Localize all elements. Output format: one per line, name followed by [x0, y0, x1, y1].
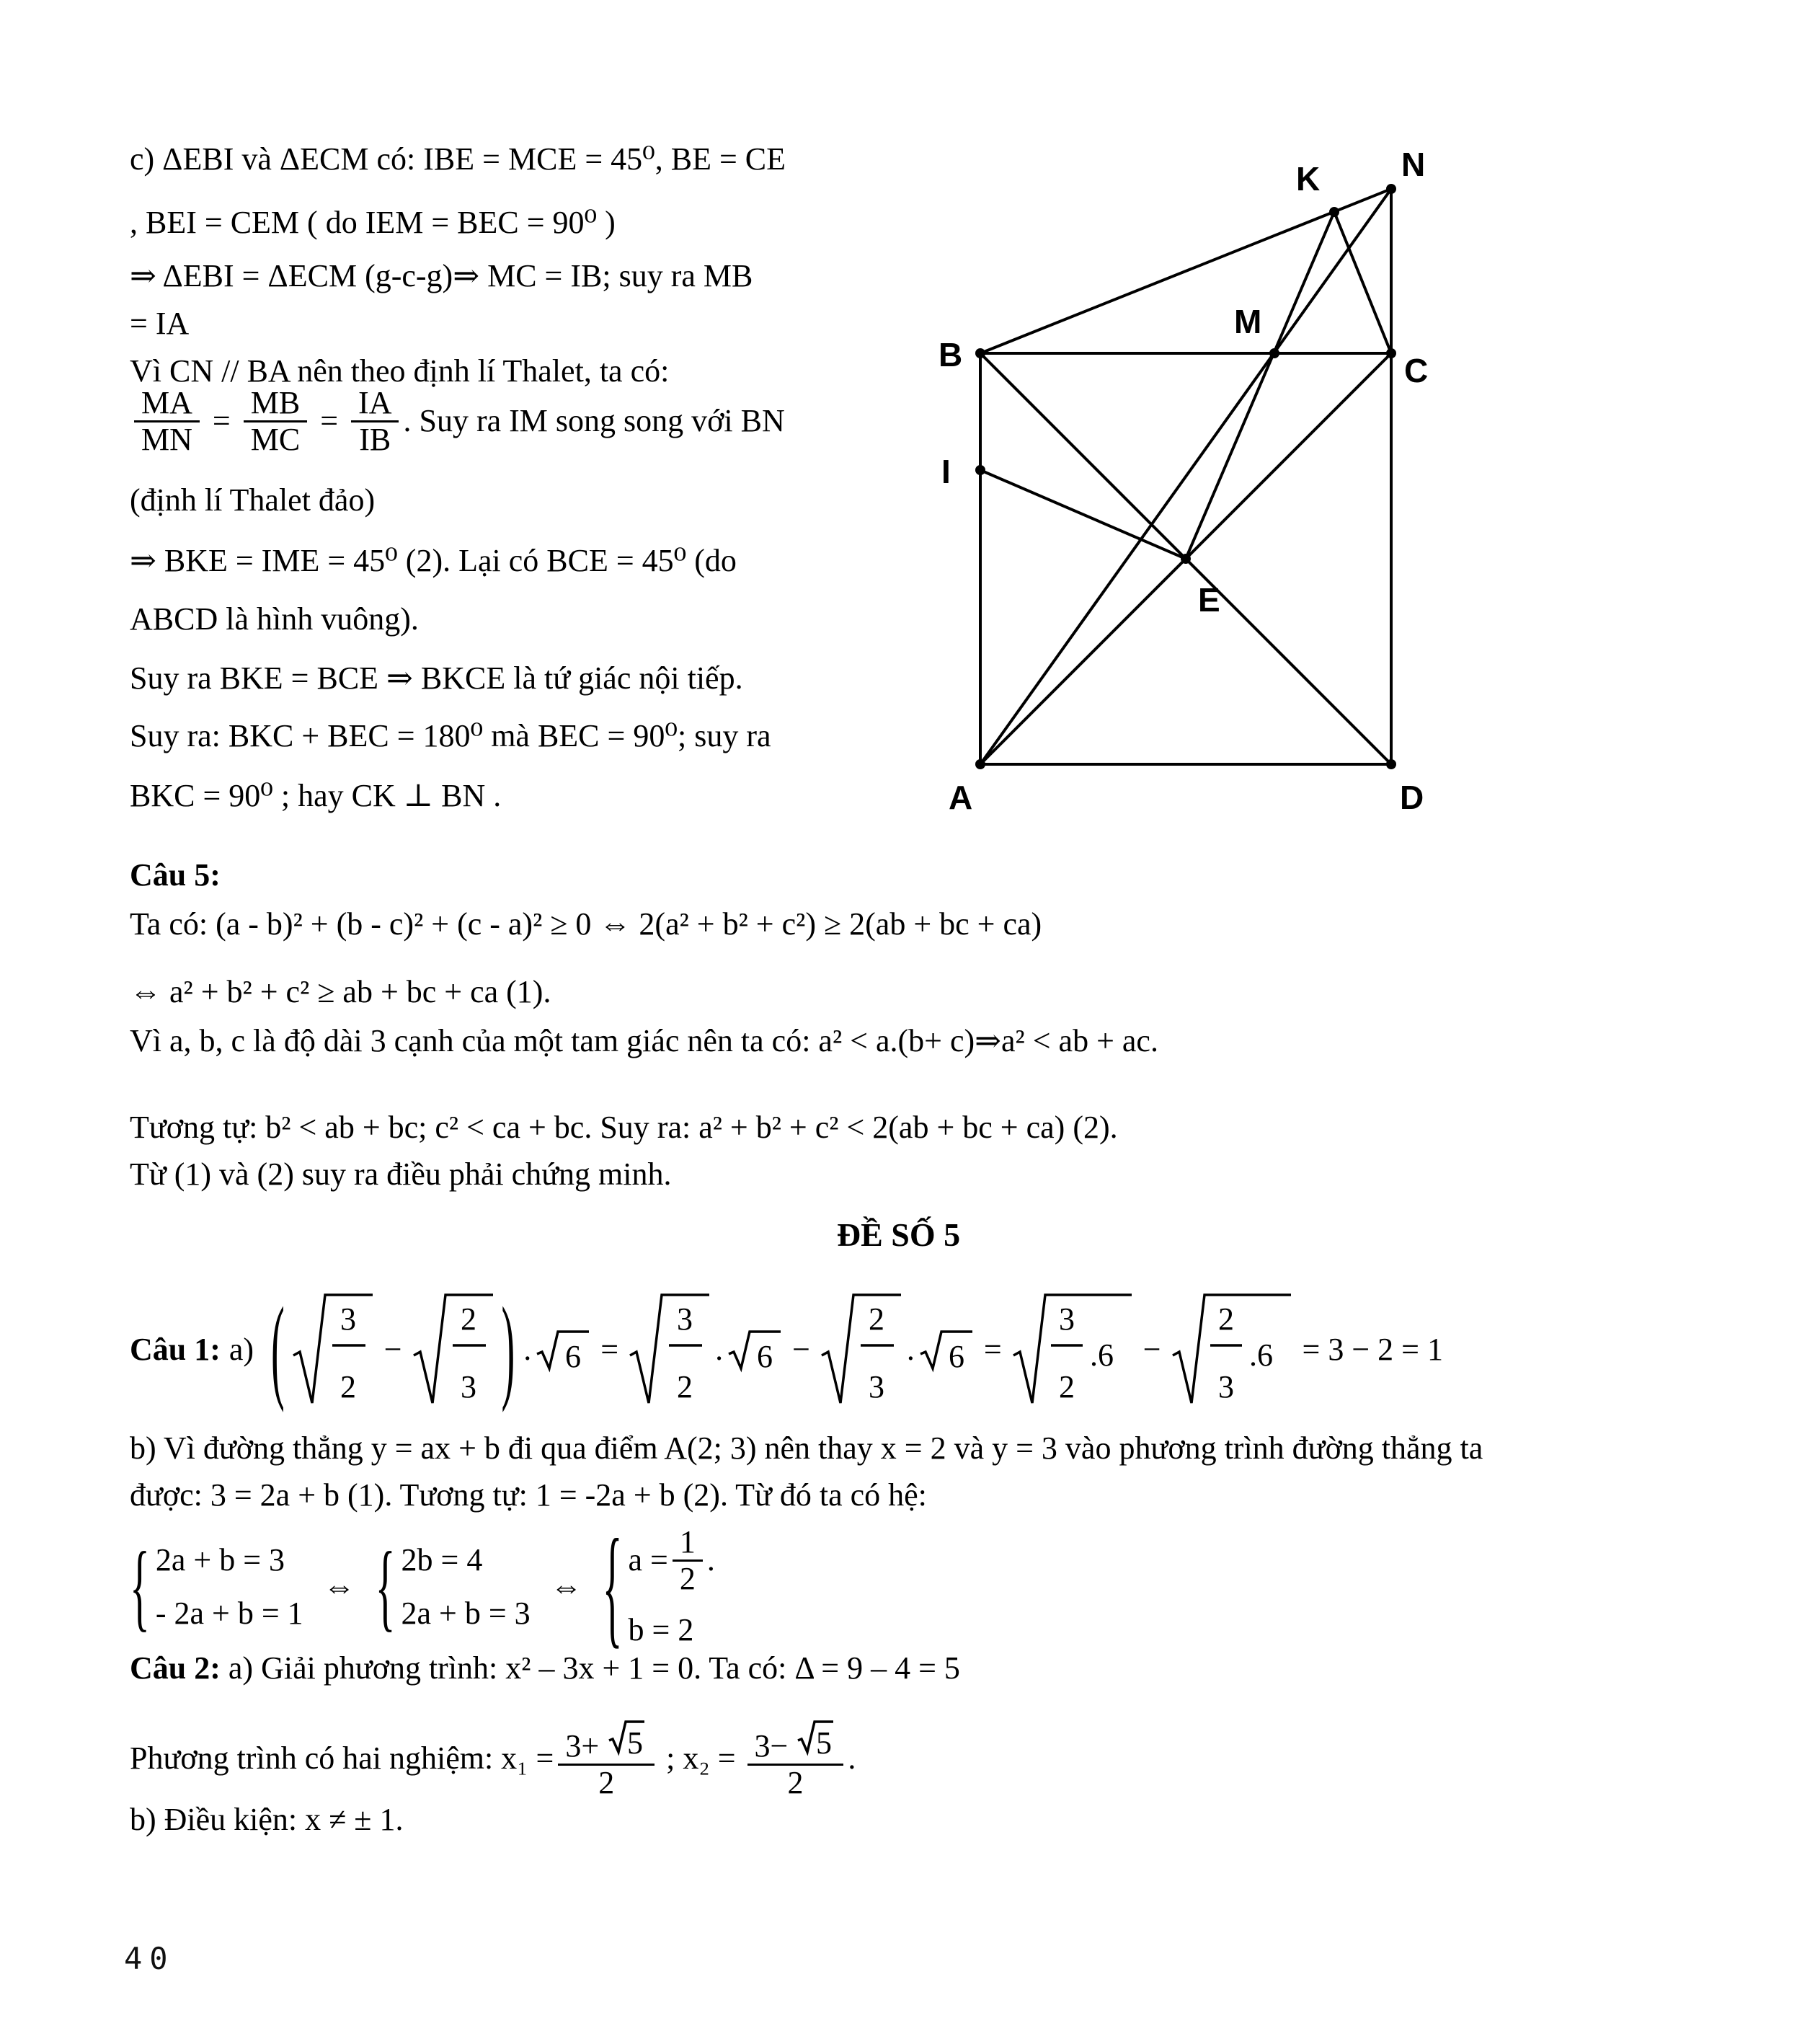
fraction-mb-mc	[244, 386, 307, 456]
label-e: E	[1198, 581, 1220, 619]
fraction-denominator: MN	[134, 420, 200, 457]
cau2-line-1	[130, 1650, 960, 1687]
period: .	[706, 1542, 715, 1578]
sqrt-5-symbol	[796, 1717, 836, 1756]
label-b: B	[939, 336, 963, 373]
system-rows	[629, 1525, 715, 1649]
proof-line-7: (định lí Thalet đảo)	[130, 482, 376, 518]
segment-a-n	[980, 189, 1391, 764]
radicand-den: 3	[1217, 1369, 1234, 1404]
radicand-num: 2	[460, 1301, 476, 1337]
sqrt-2-3-times-6-symbol	[1170, 1289, 1294, 1410]
left-brace: {	[602, 1510, 623, 1661]
thalet-ratio-row	[130, 386, 785, 456]
cau1-label: Câu 1:	[130, 1332, 221, 1368]
system-row-b: b = 2	[628, 1612, 694, 1648]
system-rows	[156, 1541, 303, 1632]
radicand-num: 2	[1217, 1301, 1234, 1337]
point-b	[975, 348, 985, 358]
page-number: 40	[124, 1941, 175, 1976]
fraction-denominator: MC	[244, 420, 307, 457]
point-k	[1329, 207, 1339, 217]
cau1-b-line-2: được: 3 = 2a + b (1). Tương tự: 1 = -2a + b (2). Từ đó ta có hệ:	[130, 1477, 927, 1513]
fraction-numerator: MA	[141, 385, 192, 420]
radicand-den: 2	[340, 1369, 356, 1404]
figure-lines	[980, 189, 1391, 764]
cau2-roots-row	[130, 1717, 856, 1800]
iff-arrow: ⇔	[323, 1569, 355, 1605]
num-text: 3−	[754, 1728, 789, 1764]
sqrt-5-symbol	[607, 1717, 647, 1756]
system-row: 2a + b = 3	[401, 1595, 531, 1631]
dot-operator: .	[523, 1332, 532, 1368]
fraction-numerator	[747, 1717, 844, 1764]
point-a	[975, 759, 985, 769]
sqrt-2-3-symbol	[411, 1289, 496, 1410]
result-tail: = 3 − 2 = 1	[1302, 1332, 1443, 1368]
proof-line-10: Suy ra BKE = BCE ⇒ BKCE là tứ giác nội tiếp.	[130, 660, 743, 696]
segment-c-k	[1334, 212, 1391, 353]
fraction-denominator: 2	[558, 1764, 655, 1800]
point-e	[1181, 554, 1191, 564]
proof-line-12: BKC = 90⁰ ; hay CK ⊥ BN .	[130, 778, 502, 813]
label-c: C	[1404, 352, 1429, 389]
radicand-num: 2	[868, 1301, 884, 1337]
label-d: D	[1400, 779, 1424, 816]
system-2	[375, 1531, 531, 1642]
cau1-item-a: a)	[228, 1332, 254, 1368]
cau5-line-4: Tương tự: b² < ab + bc; c² < ca + bc. Suy ra: a² + b² + c² < 2(ab + bc + ca) (2).	[130, 1110, 1118, 1145]
left-brace: {	[130, 1531, 150, 1642]
cau1-math-row	[130, 1285, 1452, 1415]
proof-line-4: = IA	[130, 306, 190, 341]
fraction-denominator: IB	[351, 420, 399, 457]
iff-arrow: ⇔	[550, 1569, 582, 1605]
minus-sign: −	[383, 1332, 402, 1368]
label-k: K	[1296, 160, 1321, 198]
sqrt-6-symbol	[534, 1327, 592, 1373]
sqrt-6-symbol	[918, 1327, 975, 1373]
a-equals: a =	[628, 1542, 668, 1578]
system-3	[602, 1510, 715, 1661]
radicand-den: 2	[1058, 1369, 1075, 1404]
cau2-b-line: b) Điều kiện: x ≠ ± 1.	[130, 1802, 404, 1837]
point-d	[1386, 759, 1396, 769]
radicand: 6	[757, 1339, 773, 1373]
system-rows	[401, 1541, 531, 1632]
ratio-row-tail: . Suy ra IM song song với BN	[403, 403, 785, 439]
proof-line-2: , BEI = CEM ( do IEM = BEC = 90⁰ )	[130, 205, 616, 240]
label-m: M	[1234, 303, 1262, 340]
system-row: - 2a + b = 1	[155, 1595, 303, 1631]
num-text: 3+	[565, 1728, 600, 1764]
fraction-ma-mn	[134, 386, 200, 456]
cau5-line-2: ⇔ a² + b² + c² ≥ ab + bc + ca (1).	[130, 974, 551, 1009]
left-paren: (	[271, 1285, 285, 1415]
fraction-numerator	[558, 1717, 655, 1764]
radicand: 5	[627, 1725, 644, 1756]
section-heading-de-so-5: ĐỀ SỐ 5	[836, 1216, 961, 1253]
dot-operator: .	[906, 1332, 915, 1368]
cau2-line-1-rest: a) Giải phương trình: x² – 3x + 1 = 0. Ta có: Δ = 9 – 4 = 5	[220, 1650, 960, 1686]
sqrt-6-symbol	[726, 1327, 784, 1373]
equals-sign: =	[600, 1332, 619, 1368]
radicand-times-6: .6	[1089, 1337, 1114, 1373]
left-brace: {	[375, 1531, 396, 1642]
cau5-line-3: Vì a, b, c là độ dài 3 cạnh của một tam giác nên ta có: a² < a.(b+ c)⇒a² < ab + ac.	[130, 1023, 1158, 1058]
right-paren: )	[501, 1285, 515, 1415]
fraction-denominator: 2	[673, 1559, 703, 1596]
proof-line-1: c) ΔEBI và ΔECM có: IBE = MCE = 45⁰, BE = CE	[130, 141, 786, 177]
cau5-line-1: Ta có: (a - b)² + (b - c)² + (c - a)² ≥ 0 ⇔ 2(a² + b² + c²) ≥ 2(ab + bc + ca)	[130, 906, 1042, 942]
label-a: A	[949, 779, 973, 816]
proof-line-5: Vì CN // BA nên theo định lí Thalet, ta có:	[130, 353, 670, 389]
cau5-line-5: Từ (1) và (2) suy ra điều phải chứng minh.	[130, 1156, 672, 1192]
equals-sign: =	[983, 1332, 1002, 1368]
fraction-1-2	[673, 1525, 703, 1596]
segment-i-e	[980, 470, 1186, 559]
radicand-num: 3	[1058, 1301, 1075, 1337]
cau2-label: Câu 2:	[130, 1650, 221, 1686]
system-row: 2b = 4	[401, 1542, 483, 1578]
fraction-denominator: 2	[747, 1764, 844, 1800]
sqrt-3-2-symbol	[627, 1289, 712, 1410]
point-m	[1269, 348, 1279, 358]
system-row: 2a + b = 3	[155, 1542, 285, 1578]
sqrt-3-2-symbol	[290, 1289, 376, 1410]
equals-sign: =	[320, 403, 339, 439]
proof-line-8: ⇒ BKE = IME = 45⁰ (2). Lại có BCE = 45⁰ (do	[130, 543, 737, 578]
roots-separator: ; x₂ =	[666, 1740, 736, 1777]
point-i	[975, 465, 985, 475]
system-1	[130, 1531, 303, 1642]
radicand: 6	[565, 1339, 582, 1373]
fraction-numerator: MB	[250, 385, 301, 420]
sentence-period: .	[848, 1740, 856, 1777]
dot-operator: .	[715, 1332, 724, 1368]
radicand: 5	[816, 1725, 833, 1756]
radicand-den: 3	[868, 1369, 884, 1404]
roots-prefix: Phương trình có hai nghiệm: x₁ =	[130, 1740, 554, 1777]
cau1-b-line-1: b) Vì đường thẳng y = ax + b đi qua điểm A(2; 3) nên thay x = 2 và y = 3 vào phương trình đường thẳng ta	[130, 1430, 1483, 1466]
label-n: N	[1401, 146, 1426, 183]
equals-sign: =	[212, 403, 231, 439]
equation-systems-row	[130, 1510, 715, 1661]
sqrt-2-3-symbol	[819, 1289, 904, 1410]
sqrt-3-2-times-6-symbol	[1011, 1289, 1135, 1410]
fraction-x2	[747, 1717, 844, 1800]
fraction-numerator: 1	[679, 1524, 696, 1559]
cau5-title: Câu 5:	[130, 857, 221, 893]
minus-sign: −	[792, 1332, 810, 1368]
fraction-numerator: IA	[358, 385, 392, 420]
fraction-ia-ib	[351, 386, 399, 456]
minus-sign: −	[1142, 1332, 1161, 1368]
proof-line-11: Suy ra: BKC + BEC = 180⁰ mà BEC = 90⁰; suy ra	[130, 718, 771, 753]
geometry-figure	[923, 144, 1470, 836]
point-n	[1386, 184, 1396, 194]
radicand-den: 2	[677, 1369, 693, 1404]
system-row-a	[629, 1525, 715, 1596]
radicand-num: 3	[677, 1301, 693, 1337]
label-i: I	[941, 453, 951, 490]
radicand-num: 3	[340, 1301, 356, 1337]
proof-line-3: ⇒ ΔEBI = ΔECM (g-c-g)⇒ MC = IB; suy ra MB	[130, 258, 753, 293]
radicand: 6	[948, 1339, 964, 1373]
radicand-times-6: .6	[1248, 1337, 1273, 1373]
fraction-x1	[558, 1717, 655, 1800]
radicand-den: 3	[460, 1369, 476, 1404]
point-c	[1386, 348, 1396, 358]
proof-line-9: ABCD là hình vuông).	[130, 601, 419, 637]
segment-e-k	[1186, 212, 1334, 559]
